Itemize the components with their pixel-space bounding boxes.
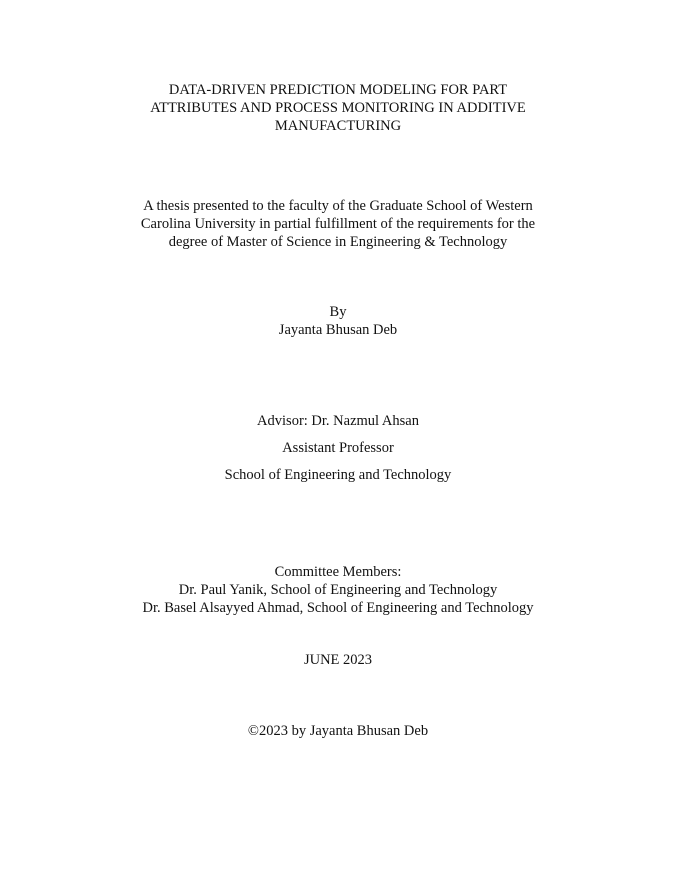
- thesis-statement-line: A thesis presented to the faculty of the Graduate School of Western: [143, 198, 533, 214]
- author-name: Jayanta Bhusan Deb: [278, 322, 398, 338]
- thesis-title-line: DATA-DRIVEN PREDICTION MODELING FOR PART: [168, 82, 508, 98]
- thesis-title-line: MANUFACTURING: [274, 118, 402, 134]
- committee-member: Dr. Paul Yanik, School of Engineering and Technology: [178, 582, 498, 598]
- committee-heading: Committee Members:: [274, 564, 402, 580]
- advisor-school: School of Engineering and Technology: [224, 467, 452, 483]
- thesis-statement-line: Carolina University in partial fulfillment of the requirements for the: [140, 216, 536, 232]
- thesis-statement-line: degree of Master of Science in Engineering & Technology: [168, 234, 508, 250]
- thesis-title: [0, 81, 676, 135]
- thesis-title-line: ATTRIBUTES AND PROCESS MONITORING IN ADDITIVE: [150, 100, 526, 116]
- by-label: By: [329, 304, 347, 320]
- thesis-statement: [0, 197, 676, 251]
- advisor-title: Assistant Professor: [282, 440, 394, 456]
- committee-member: Dr. Basel Alsayyed Ahmad, School of Engineering and Technology: [142, 600, 534, 616]
- copyright-notice: ©2023 by Jayanta Bhusan Deb: [247, 723, 429, 739]
- submission-date: JUNE 2023: [303, 652, 373, 668]
- advisor-name: Advisor: Dr. Nazmul Ahsan: [257, 413, 419, 429]
- committee-section: [0, 563, 676, 617]
